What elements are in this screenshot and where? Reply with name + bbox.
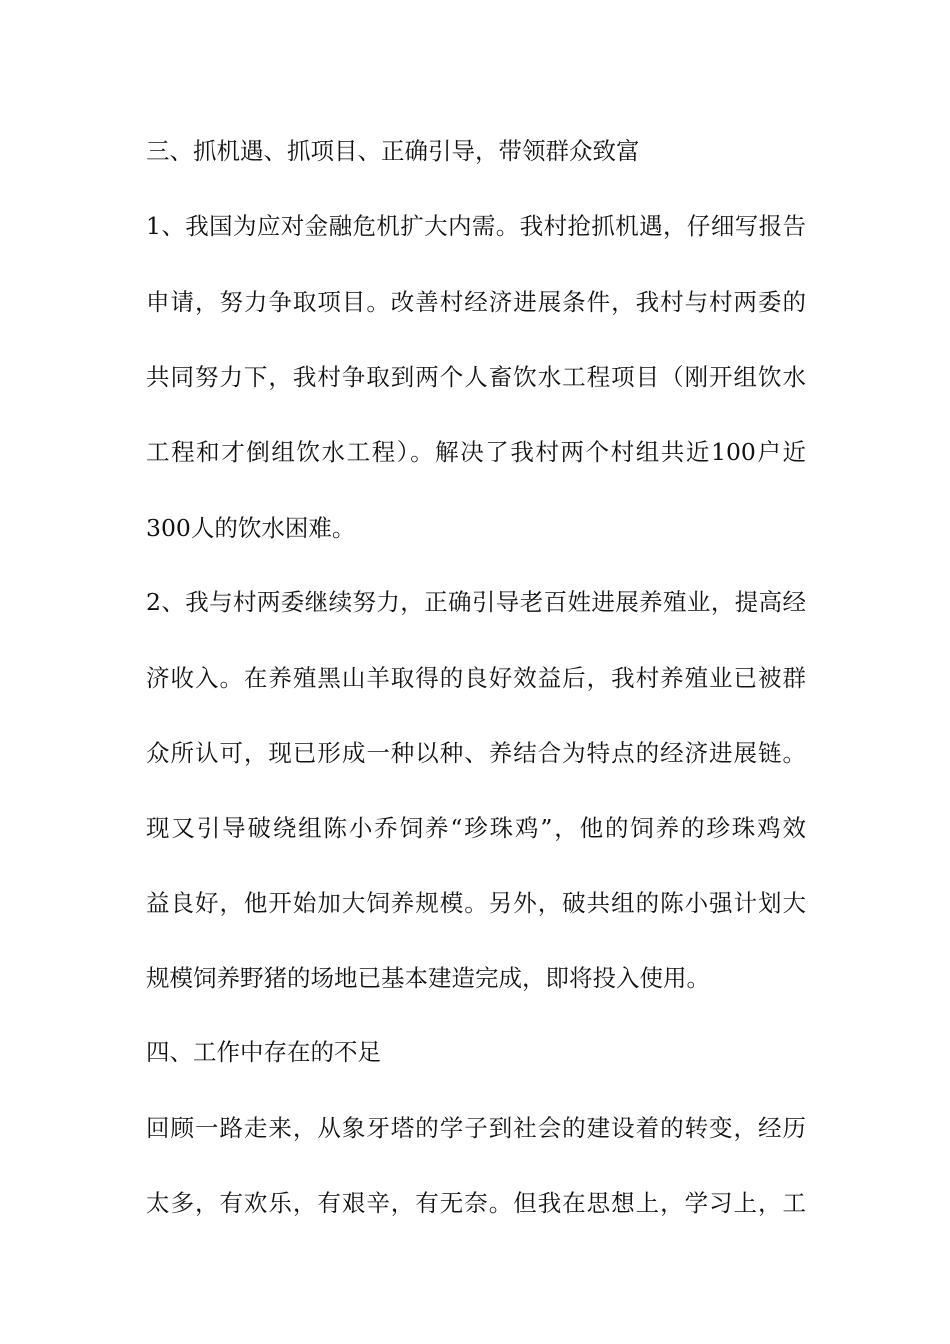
paragraph-line: 现又引导破绕组陈小乔饲养“珍珠鸡”，他的饲养的珍珠鸡效 xyxy=(146,814,806,842)
paragraph-line: 回顾一路走来，从象牙塔的学子到社会的建设着的转变，经历 xyxy=(146,1114,806,1142)
paragraph-line: 众所认可，现已形成一种以种、养结合为特点的经济进展链。 xyxy=(146,739,806,767)
paragraph-line: 济收入。在养殖黑山羊取得的良好效益后，我村养殖业已被群 xyxy=(146,664,806,692)
paragraph-line: 1、我国为应对金融危机扩大内需。我村抢抓机遇，仔细写报告 xyxy=(146,212,806,240)
section-heading-3: 三、抓机遇、抓项目、正确引导，带领群众致富 xyxy=(146,137,640,165)
paragraph-line: 太多，有欢乐，有艰辛，有无奈。但我在思想上，学习上，工 xyxy=(146,1189,806,1217)
paragraph-line: 300人的饮水困难。 xyxy=(146,514,356,542)
section-heading-4: 四、工作中存在的不足 xyxy=(146,1038,381,1066)
paragraph-line: 共同努力下，我村争取到两个人畜饮水工程项目（刚开组饮水 xyxy=(146,363,806,391)
paragraph-line: 工程和才倒组饮水工程）。解决了我村两个村组共近100户近 xyxy=(146,438,806,466)
paragraph-line: 申请，努力争取项目。改善村经济进展条件，我村与村两委的 xyxy=(146,288,806,316)
paragraph-line: 益良好，他开始加大饲养规模。另外，破共组的陈小强计划大 xyxy=(146,889,806,917)
paragraph-line: 规模饲养野猪的场地已基本建造完成，即将投入使用。 xyxy=(146,964,710,992)
paragraph-line: 2、我与村两委继续努力，正确引导老百姓进展养殖业，提高经 xyxy=(146,588,806,616)
